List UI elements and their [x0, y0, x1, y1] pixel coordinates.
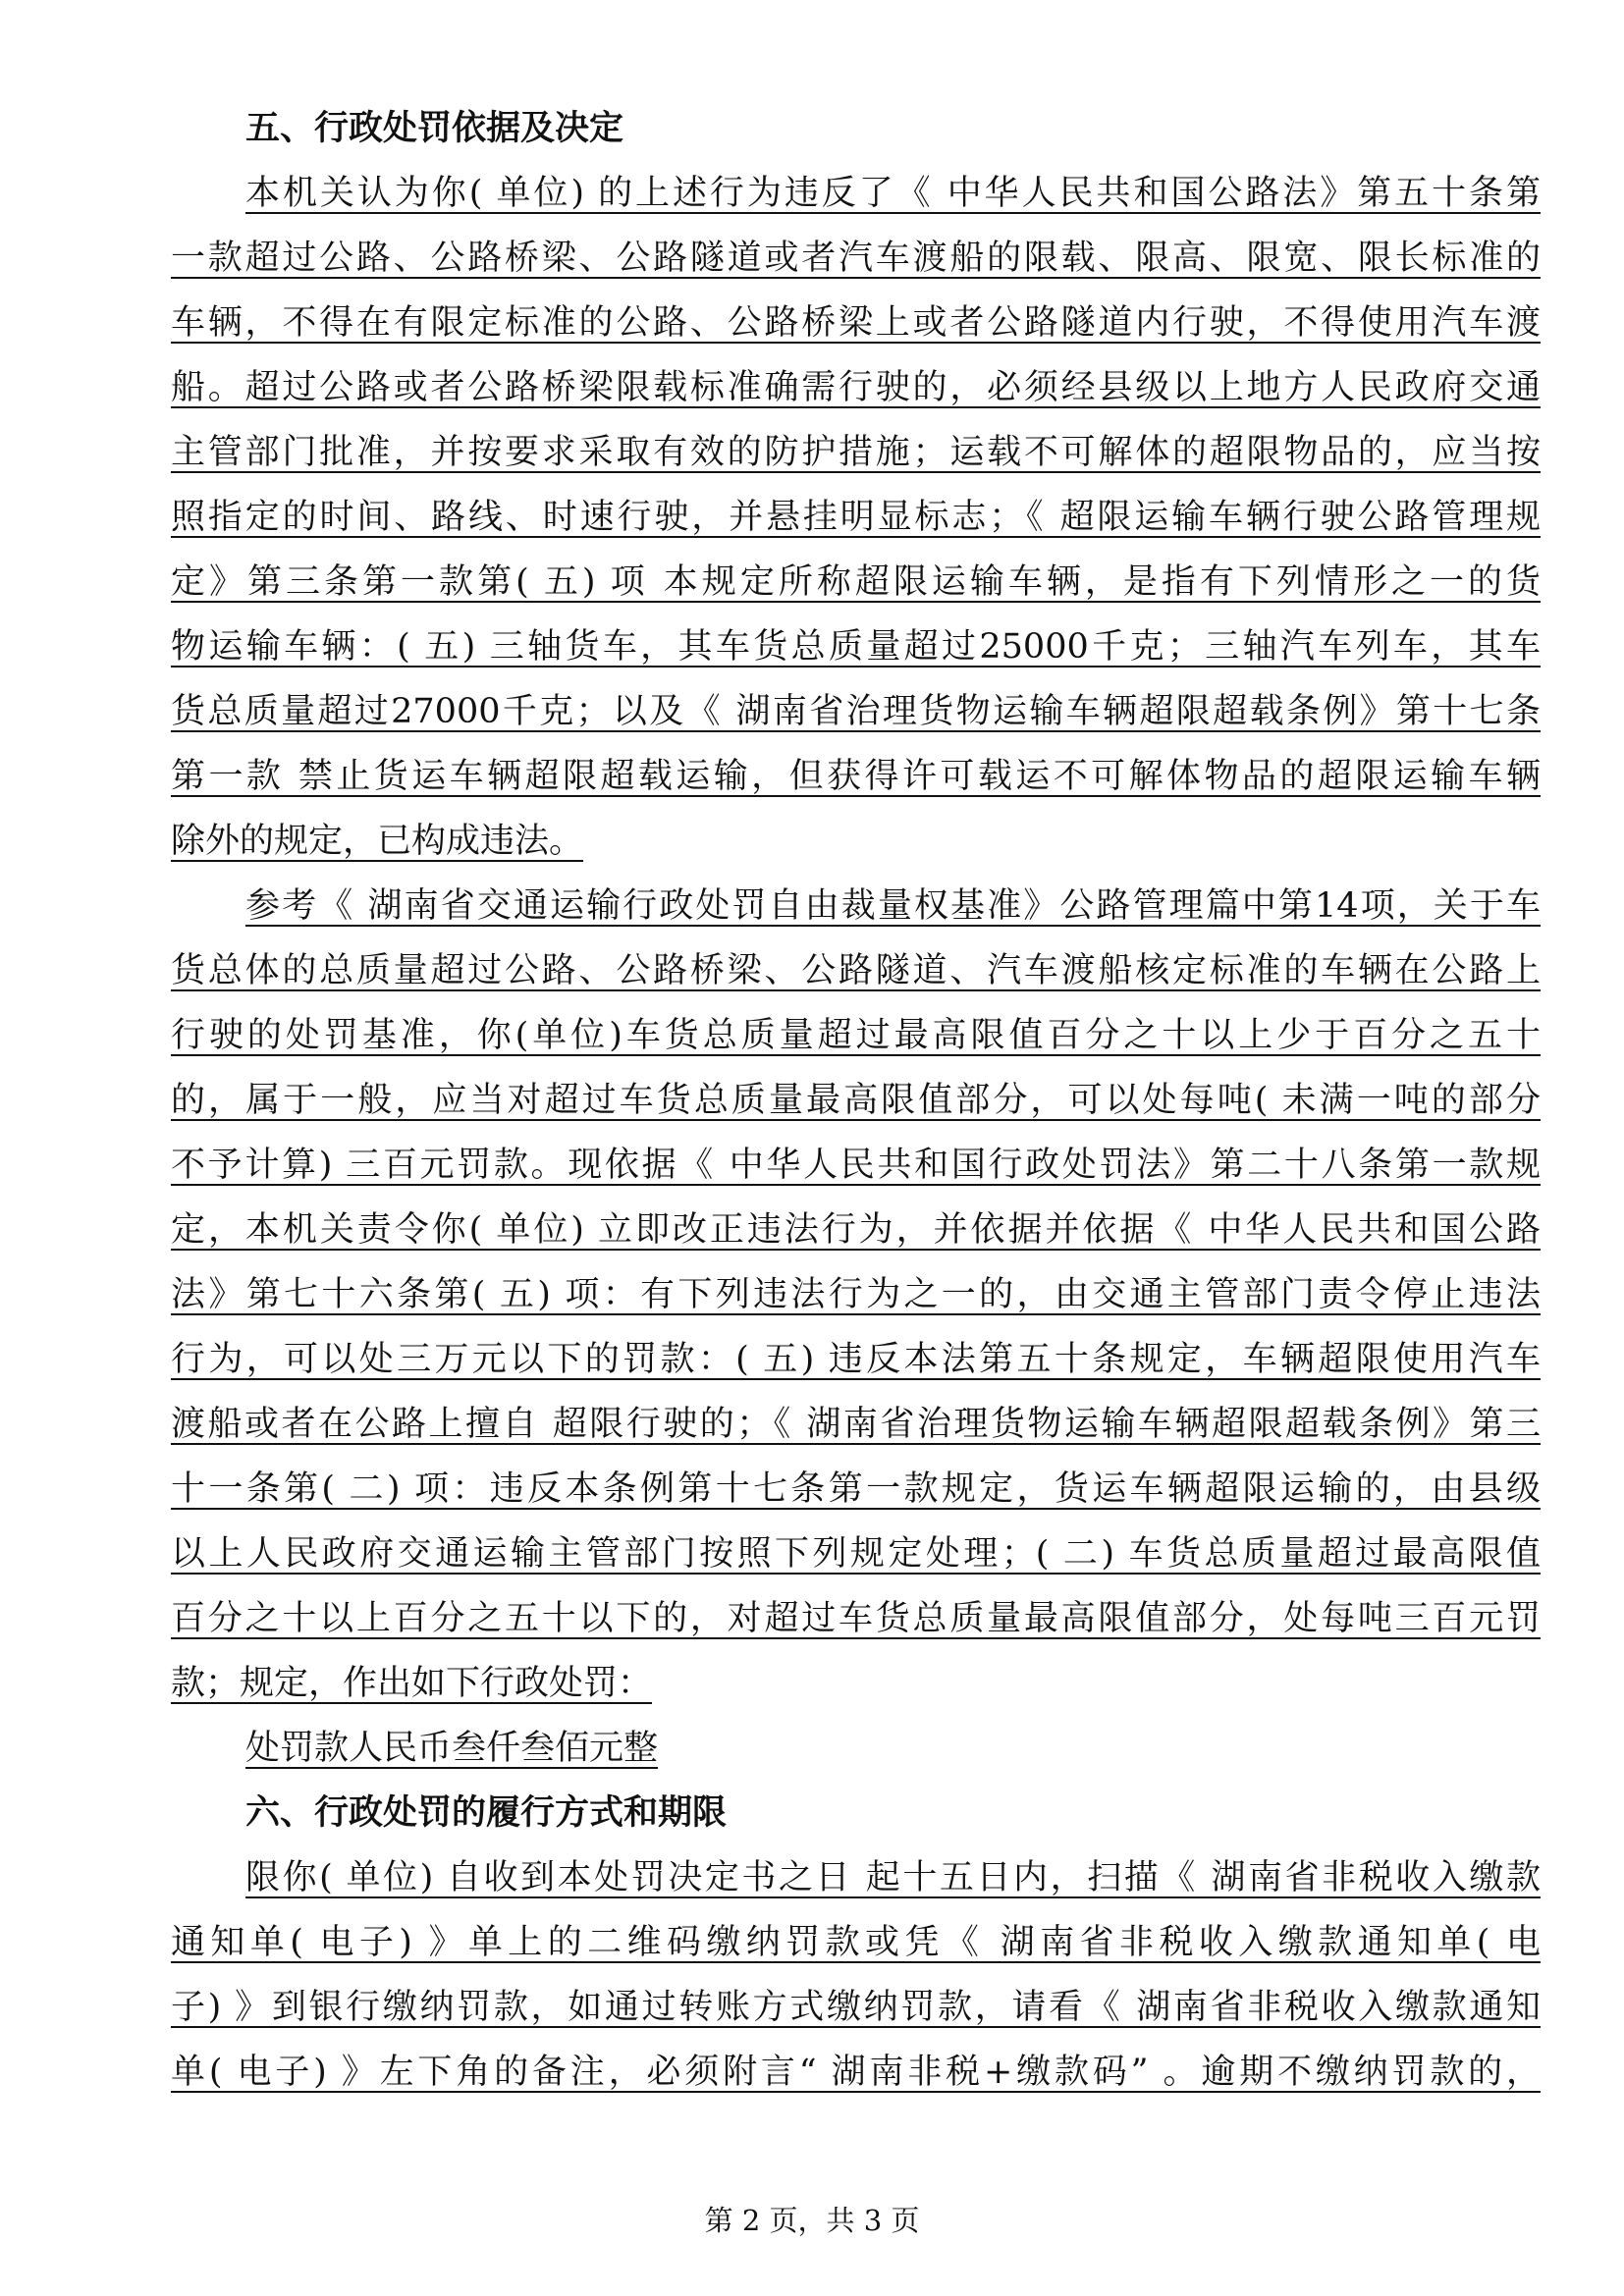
text-line: 单( 电子) 》左下角的备注，必须附言“ 湖南非税+缴款码” 。逾期不缴纳罚款的， — [171, 2053, 1541, 2092]
text-line: 车辆，不得在有限定标准的公路、公路桥梁上或者公路隧道内行驶，不得使用汽车渡 — [171, 303, 1541, 343]
text-line: 的，属于一般，应当对超过车货总质量最高限值部分，可以处每吨( 未满一吨的部分 — [171, 1081, 1541, 1120]
section5-heading: 五、行政处罚依据及决定 — [245, 109, 624, 148]
text-line: 法》第七十六条第( 五) 项：有下列违法行为之一的，由交通主管部门责令停止违法 — [171, 1275, 1541, 1314]
text-line: 限你( 单位) 自收到本处罚决定书之日 起十五日内，扫描《 湖南省非税收入缴款 — [245, 1858, 1541, 1897]
text-line: 参考《 湖南省交通运输行政处罚自由裁量权基准》公路管理篇中第14项，关于车 — [245, 886, 1541, 926]
section5-para2 — [171, 874, 1541, 1716]
text-line: 船。超过公路或者公路桥梁限载标准确需行驶的，必须经县级以上地方人民政府交通 — [171, 368, 1541, 407]
text-line: 主管部门批准，并按要求采取有效的防护措施；运载不可解体的超限物品的，应当按 — [171, 433, 1541, 472]
text-line: 物运输车辆：( 五) 三轴货车，其车货总质量超过25000千克；三轴汽车列车，其车 — [171, 627, 1541, 667]
text-line: 货总体的总质量超过公路、公路桥梁、公路隧道、汽车渡船核定标准的车辆在公路上 — [171, 951, 1541, 990]
page-number-footer: 第 2 页，共 3 页 — [704, 2204, 920, 2237]
document-body — [171, 96, 1541, 2105]
text-line: 不予计算) 三百元罚款。现依据《 中华人民共和国行政处罚法》第二十八条第一款规 — [171, 1146, 1541, 1185]
text-line: 款；规定，作出如下行政处罚： — [171, 1664, 653, 1703]
text-line: 子) 》到银行缴纳罚款，如通过转账方式缴纳罚款，请看《 湖南省非税收入缴款通知 — [171, 1988, 1541, 2027]
section6-para1 — [171, 1845, 1541, 2105]
text-line: 行为，可以处三万元以下的罚款：( 五) 违反本法第五十条规定，车辆超限使用汽车 — [171, 1340, 1541, 1379]
text-line: 除外的规定，已构成违法。 — [171, 822, 584, 861]
text-line: 一款超过公路、公路桥梁、公路隧道或者汽车渡船的限载、限高、限宽、限长标准的 — [171, 239, 1541, 278]
text-line: 行驶的处罚基准，你(单位)车货总质量超过最高限值百分之十以上少于百分之五十 — [171, 1016, 1541, 1055]
text-line: 照指定的时间、路线、时速行驶，并悬挂明显标志；《 超限运输车辆行驶公路管理规 — [171, 498, 1541, 537]
text-line: 以上人民政府交通运输主管部门按照下列规定处理；( 二) 车货总质量超过最高限值 — [171, 1534, 1541, 1574]
text-line: 渡船或者在公路上擅自 超限行驶的；《 湖南省治理货物运输车辆超限超载条例》第三 — [171, 1405, 1541, 1444]
text-line: 本机关认为你( 单位) 的上述行为违反了《 中华人民共和国公路法》第五十条第 — [245, 174, 1541, 213]
text-line: 通知单( 电子) 》单上的二维码缴纳罚款或凭《 湖南省非税收入缴款通知单( 电 — [171, 1923, 1541, 1962]
text-line: 第一款 禁止货运车辆超限超载运输，但获得许可载运不可解体物品的超限运输车辆 — [171, 757, 1541, 796]
section6-heading: 六、行政处罚的履行方式和期限 — [245, 1793, 728, 1833]
text-line: 定，本机关责令你( 单位) 立即改正违法行为，并依据并依据《 中华人民共和国公路 — [171, 1210, 1541, 1250]
text-line: 百分之十以上百分之五十以下的，对超过车货总质量最高限值部分，处每吨三百元罚 — [171, 1599, 1541, 1638]
section5-para1 — [171, 161, 1541, 874]
text-line: 货总质量超过27000千克；以及《 湖南省治理货物运输车辆超限超载条例》第十七条 — [171, 692, 1541, 731]
text-line: 十一条第( 二) 项：违反本条例第十七条第一款规定，货运车辆超限运输的，由县级 — [171, 1469, 1541, 1509]
penalty-amount: 处罚款人民币叁仟叁佰元整 — [245, 1729, 659, 1768]
text-line: 定》第三条第一款第( 五) 项 本规定所称超限运输车辆，是指有下列情形之一的货 — [171, 562, 1541, 602]
